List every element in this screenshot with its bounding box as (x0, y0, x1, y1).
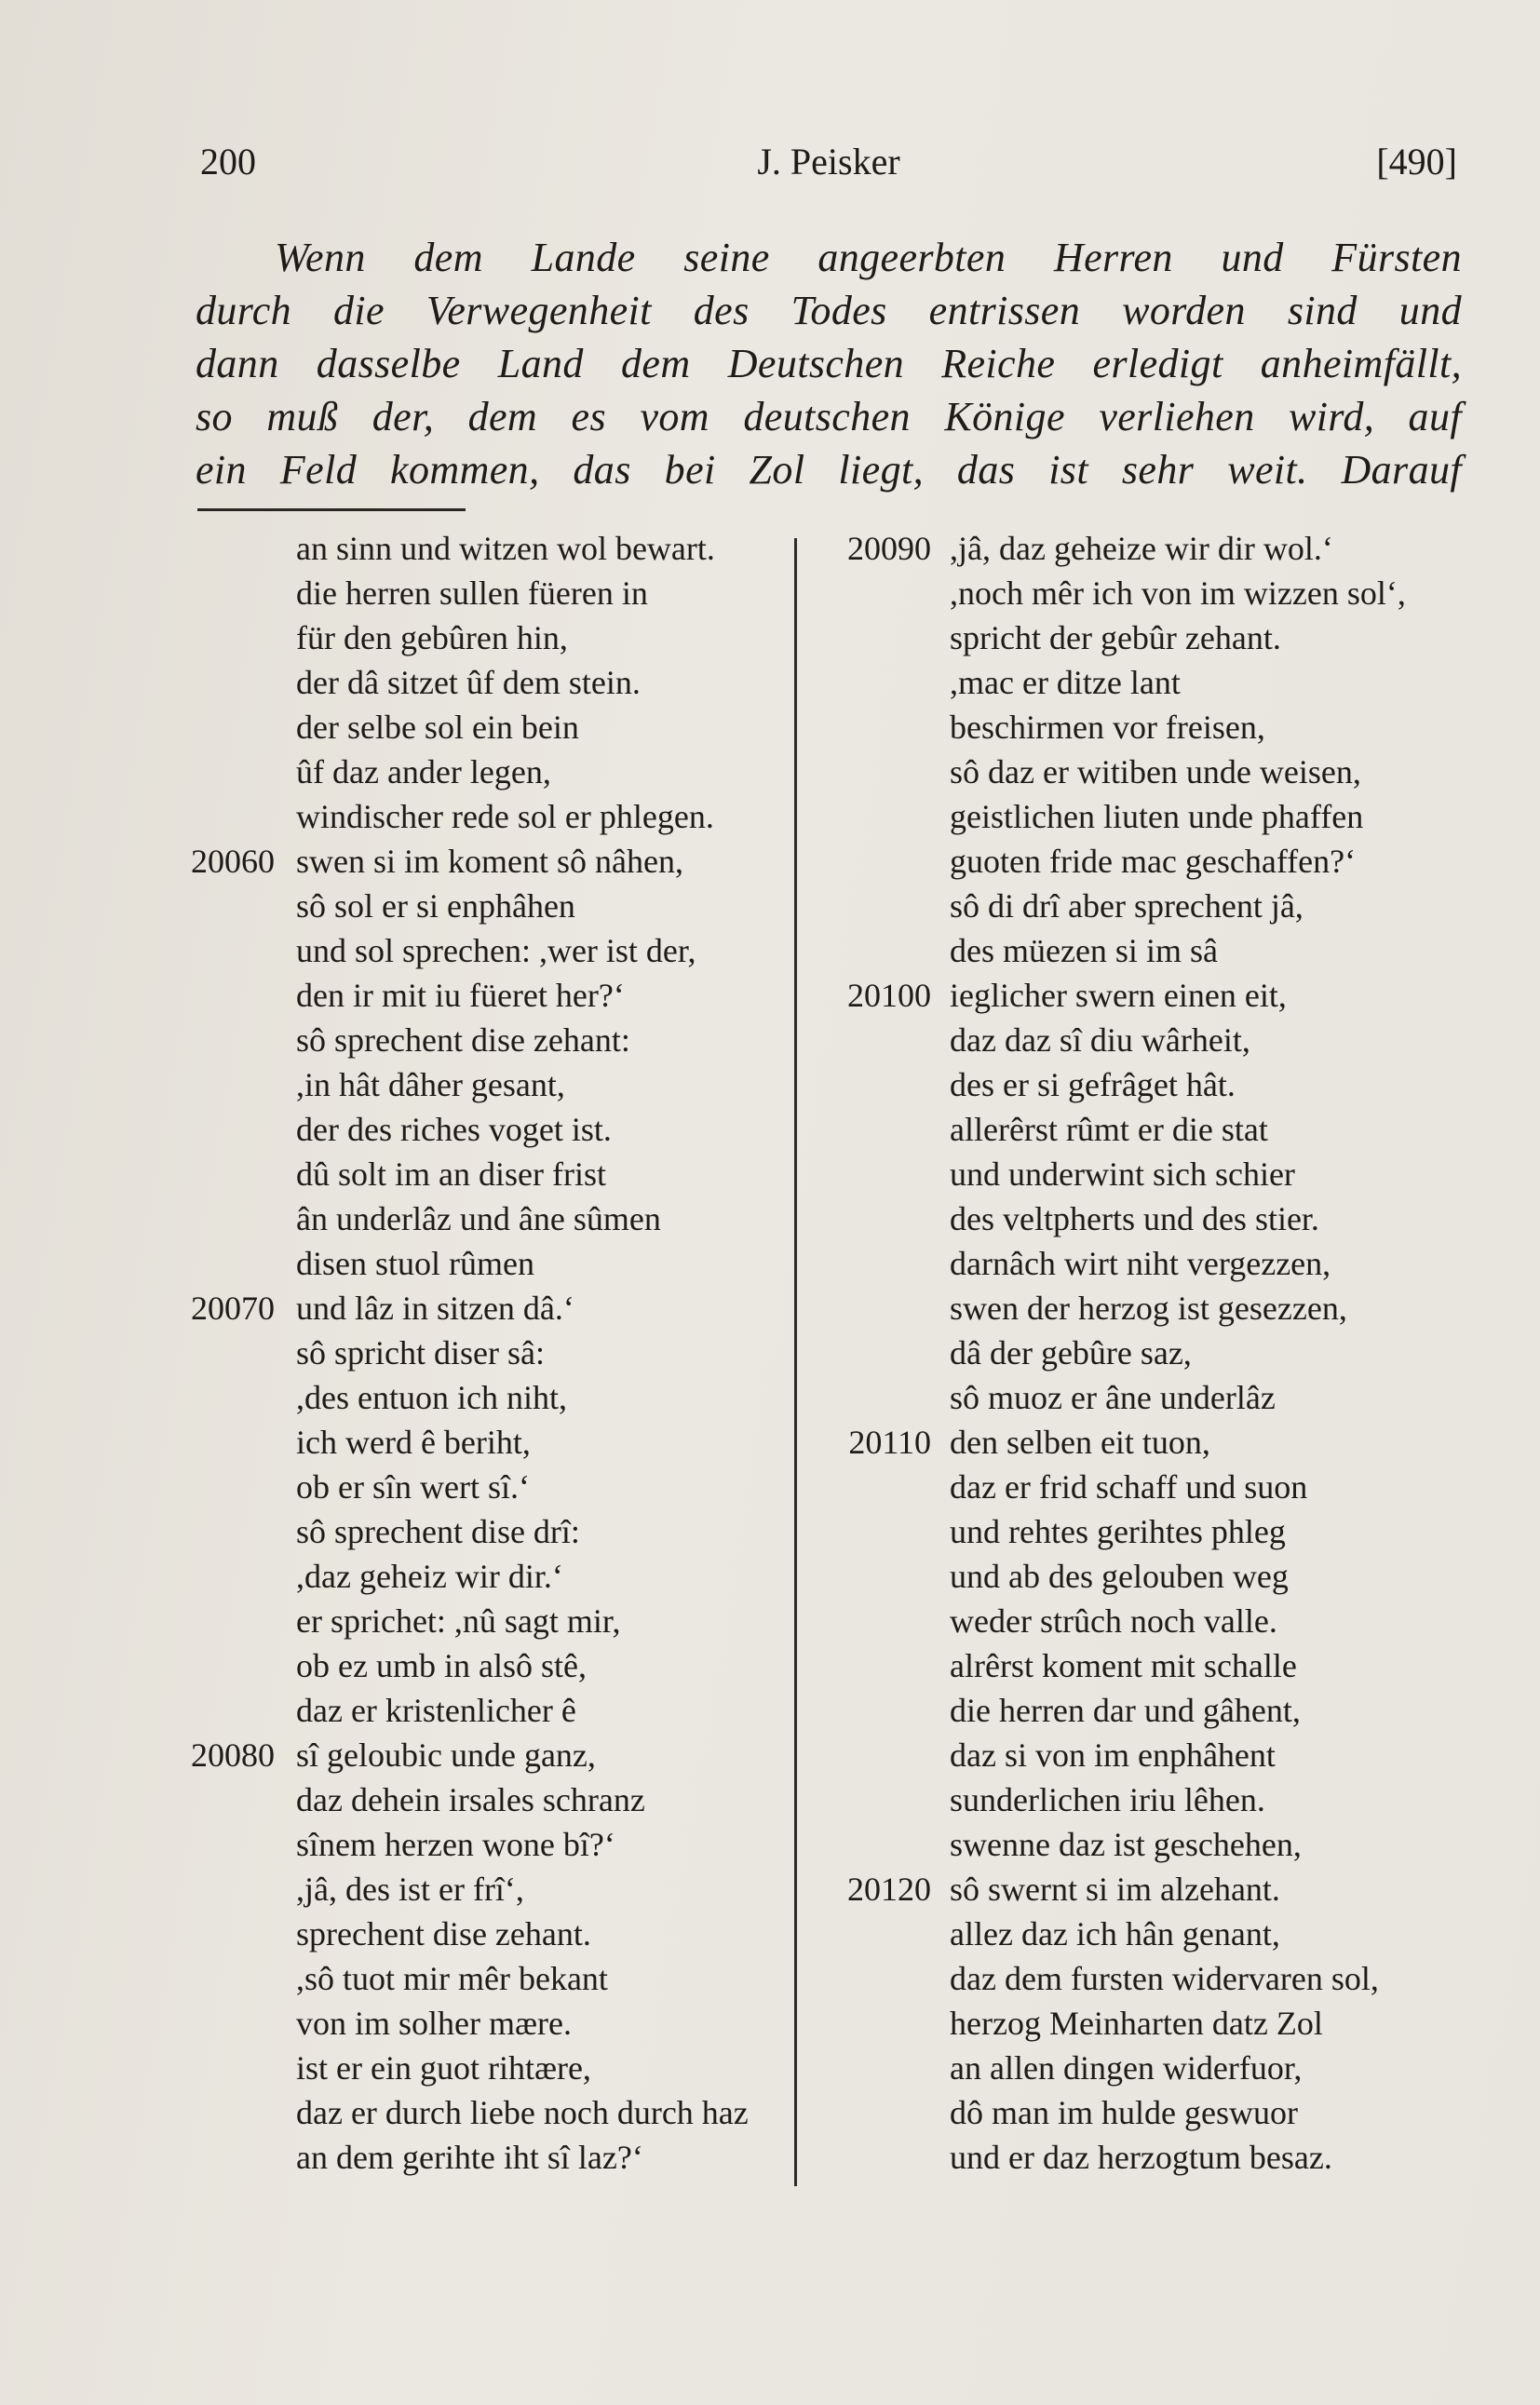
verse-text: die herren dar und gâhent, (950, 1692, 1301, 1729)
verse-line (168, 794, 791, 839)
verse-text: und underwint sich schier (950, 1155, 1295, 1193)
verse-text: ieglicher swern einen eit, (950, 977, 1287, 1014)
verse-line (168, 1912, 791, 1956)
line-number: 20080 (191, 1736, 275, 1774)
verse-text: sunderlichen iriu lêhen. (950, 1781, 1265, 1818)
verse-text: der dâ sitzet ûf dem stein. (296, 664, 641, 701)
verse-text: darnâch wirt niht vergezzen, (950, 1245, 1331, 1282)
verse-text: sô di drî aber sprechent jâ, (950, 887, 1304, 925)
footnote-rule (197, 508, 466, 511)
verse-text: weder strûch noch valle. (950, 1602, 1277, 1640)
verse-line (168, 1733, 791, 1777)
verse-line (829, 2046, 1480, 2090)
verse-column-right (829, 526, 1480, 2180)
verse-text: dû solt im an diser frist (296, 1155, 606, 1193)
verse-text: ân underlâz und âne sûmen (296, 1200, 661, 1237)
verse-line (168, 660, 791, 705)
verse-line (829, 1777, 1480, 1822)
verse-line (829, 2090, 1480, 2135)
verse-line (829, 1867, 1480, 1912)
verse-line (168, 2001, 791, 2046)
verse-line (168, 571, 791, 615)
verse-text: daz dehein irsales schranz (296, 1781, 645, 1818)
verse-text: und sol sprechen: ,wer ist der, (296, 932, 696, 969)
verse-line (168, 2046, 791, 2090)
verse-line (829, 1465, 1480, 1509)
verse-line (168, 1331, 791, 1375)
verse-text: ist er ein guot rihtære, (296, 2049, 591, 2087)
verse-text: der des riches voget ist. (296, 1111, 612, 1148)
verse-line (829, 1241, 1480, 1286)
verse-line (829, 1688, 1480, 1733)
verse-line (168, 526, 791, 571)
verse-line (168, 1420, 791, 1465)
verse-text: ,des entuon ich niht, (296, 1379, 567, 1416)
verse-text: sô sol er si enphâhen (296, 887, 575, 925)
verse-line (168, 1286, 791, 1331)
verse-line (829, 1643, 1480, 1688)
verse-line (829, 1912, 1480, 1956)
verse-text: und lâz in sitzen dâ.‘ (296, 1290, 574, 1327)
verse-text: daz dem fursten widervaren sol, (950, 1960, 1379, 1997)
verse-line (168, 615, 791, 660)
verse-line (168, 2090, 791, 2135)
verse-text: swen si im koment sô nâhen, (296, 843, 683, 880)
verse-text: dâ der gebûre saz, (950, 1334, 1192, 1371)
line-number: 20090 (847, 530, 931, 567)
verse-line (829, 839, 1480, 884)
page-number: 200 (200, 141, 256, 182)
verse-line (829, 1420, 1480, 1465)
verse-text: sô sprechent dise drî: (296, 1513, 580, 1550)
verse-line (168, 750, 791, 794)
prose-line: durch die Verwegenheit des Todes entrissen worden sind und (196, 288, 1462, 333)
column-divider (794, 538, 797, 2186)
verse-text: sî geloubic unde ganz, (296, 1736, 596, 1774)
verse-text: ob ez umb in alsô stê, (296, 1647, 587, 1684)
verse-text: an sinn und witzen wol bewart. (296, 530, 715, 567)
verse-line (168, 1867, 791, 1912)
verse-line (829, 750, 1480, 794)
verse-line (829, 973, 1480, 1018)
verse-line (829, 1822, 1480, 1867)
verse-line (168, 1822, 791, 1867)
verse-line (168, 1107, 791, 1152)
verse-text: sô spricht diser sâ: (296, 1334, 545, 1371)
verse-line (829, 928, 1480, 973)
verse-text: beschirmen vor freisen, (950, 709, 1265, 746)
verse-text: den ir mit iu füeret her?‘ (296, 977, 625, 1014)
verse-line (168, 705, 791, 750)
verse-line (829, 705, 1480, 750)
verse-text: swen der herzog ist gesezzen, (950, 1290, 1347, 1327)
verse-text: sô swernt si im alzehant. (950, 1871, 1280, 1908)
verse-text: ûf daz ander legen, (296, 753, 551, 790)
verse-line (829, 1956, 1480, 2001)
verse-text: ,daz geheiz wir dir.‘ (296, 1558, 563, 1595)
verse-line (168, 1956, 791, 2001)
verse-line (829, 794, 1480, 839)
verse-text: ich werd ê beriht, (296, 1424, 531, 1461)
verse-line (168, 1152, 791, 1196)
verse-line (829, 1018, 1480, 1062)
verse-text: spricht der gebûr zehant. (950, 619, 1281, 656)
verse-line (168, 1599, 791, 1643)
verse-line (829, 1733, 1480, 1777)
verse-text: an allen dingen widerfuor, (950, 2049, 1303, 2087)
verse-text: und ab des gelouben weg (950, 1558, 1289, 1595)
verse-line (829, 2135, 1480, 2180)
line-number: 20060 (191, 843, 275, 880)
verse-line (168, 1375, 791, 1420)
verse-line (829, 1062, 1480, 1107)
verse-text: er sprichet: ,nû sagt mir, (296, 1602, 621, 1640)
verse-text: dô man im hulde geswuor (950, 2094, 1298, 2131)
verse-text: sprechent dise zehant. (296, 1915, 591, 1952)
verse-line (168, 973, 791, 1018)
verse-line (168, 928, 791, 973)
verse-text: für den gebûren hin, (296, 619, 568, 656)
verse-line (168, 1196, 791, 1241)
verse-text: sô muoz er âne underlâz (950, 1379, 1276, 1416)
verse-line (829, 1152, 1480, 1196)
verse-text: ,jâ, des ist er frî‘, (296, 1871, 524, 1908)
verse-text: ob er sîn wert sî.‘ (296, 1468, 530, 1506)
verse-line (168, 1777, 791, 1822)
verse-line (168, 1018, 791, 1062)
verse-line (829, 1509, 1480, 1554)
verse-line (829, 1331, 1480, 1375)
verse-text: ,mac er ditze lant (950, 664, 1181, 701)
verse-line (168, 1509, 791, 1554)
prose-line: so muß der, dem es vom deutschen Könige verliehen wird, auf (196, 394, 1462, 439)
verse-line (829, 571, 1480, 615)
running-header (200, 140, 1457, 196)
verse-line (168, 1465, 791, 1509)
running-head-author: J. Peisker (757, 141, 900, 182)
verse-text: geistlichen liuten unde phaffen (950, 798, 1364, 835)
verse-text: von im solher mære. (296, 2005, 572, 2042)
verse-text: des müezen si im sâ (950, 932, 1218, 969)
verse-text: des veltpherts und des stier. (950, 1200, 1319, 1237)
verse-line (168, 1554, 791, 1599)
prose-line: dann dasselbe Land dem Deutschen Reiche erledigt anheimfällt, (196, 341, 1462, 386)
verse-text: den selben eit tuon, (950, 1424, 1210, 1461)
verse-line (829, 1286, 1480, 1331)
verse-line (829, 1196, 1480, 1241)
page-reference: [490] (1376, 141, 1457, 182)
verse-text: guoten fride mac geschaffen?‘ (950, 843, 1357, 880)
verse-text: swenne daz ist geschehen, (950, 1826, 1302, 1863)
verse-text: allez daz ich hân genant, (950, 1915, 1280, 1952)
line-number: 20120 (847, 1871, 931, 1908)
verse-text: und rehtes gerihtes phleg (950, 1513, 1286, 1550)
verse-text: ,noch mêr ich von im wizzen sol‘, (950, 574, 1406, 612)
verse-text: sô sprechent dise zehant: (296, 1021, 630, 1059)
verse-line (829, 1107, 1480, 1152)
verse-text: daz daz sî diu wârheit, (950, 1021, 1250, 1059)
verse-text: ,in hât dâher gesant, (296, 1066, 565, 1103)
verse-line (829, 1599, 1480, 1643)
verse-text: und er daz herzogtum besaz. (950, 2139, 1332, 2176)
verse-line (829, 526, 1480, 571)
verse-line (829, 2001, 1480, 2046)
verse-line (168, 2135, 791, 2180)
verse-line (168, 1643, 791, 1688)
verse-text: disen stuol rûmen (296, 1245, 534, 1282)
verse-line (829, 884, 1480, 928)
verse-line (168, 1062, 791, 1107)
line-number: 20100 (847, 977, 931, 1014)
verse-line (829, 1554, 1480, 1599)
line-number: 20110 (848, 1424, 931, 1461)
verse-text: daz si von im enphâhent (950, 1736, 1276, 1774)
verse-text: alrêrst koment mit schalle (950, 1647, 1297, 1684)
verse-line (168, 884, 791, 928)
verse-text: allerêrst rûmt er die stat (950, 1111, 1268, 1148)
translation-paragraph (196, 231, 1462, 496)
verse-column-left (168, 526, 791, 2180)
verse-text: daz er frid schaff und suon (950, 1468, 1308, 1506)
prose-line: ein Feld kommen, das bei Zol liegt, das ist sehr weit. Darauf (196, 447, 1462, 493)
verse-text: an dem gerihte iht sî laz?‘ (296, 2139, 643, 2176)
verse-text: herzog Meinharten datz Zol (950, 2005, 1323, 2042)
verse-text: daz er durch liebe noch durch haz (296, 2094, 749, 2131)
verse-text: sînem herzen wone bî?‘ (296, 1826, 615, 1863)
prose-line: Wenn dem Lande seine angeerbten Herren und Fürsten (275, 235, 1462, 280)
verse-text: daz er kristenlicher ê (296, 1692, 576, 1729)
verse-text: windischer rede sol er phlegen. (296, 798, 714, 835)
verse-text: die herren sullen füeren in (296, 574, 648, 612)
verse-line (829, 660, 1480, 705)
verse-line (168, 839, 791, 884)
verse-text: ,jâ, daz geheize wir dir wol.‘ (950, 530, 1333, 567)
verse-line (829, 1375, 1480, 1420)
verse-line (168, 1688, 791, 1733)
verse-text: der selbe sol ein bein (296, 709, 579, 746)
verse-text: ,sô tuot mir mêr bekant (296, 1960, 608, 1997)
verse-line (829, 615, 1480, 660)
verse-line (168, 1241, 791, 1286)
verse-text: sô daz er witiben unde weisen, (950, 753, 1361, 790)
line-number: 20070 (191, 1290, 275, 1327)
verse-text: des er si gefrâget hât. (950, 1066, 1236, 1103)
